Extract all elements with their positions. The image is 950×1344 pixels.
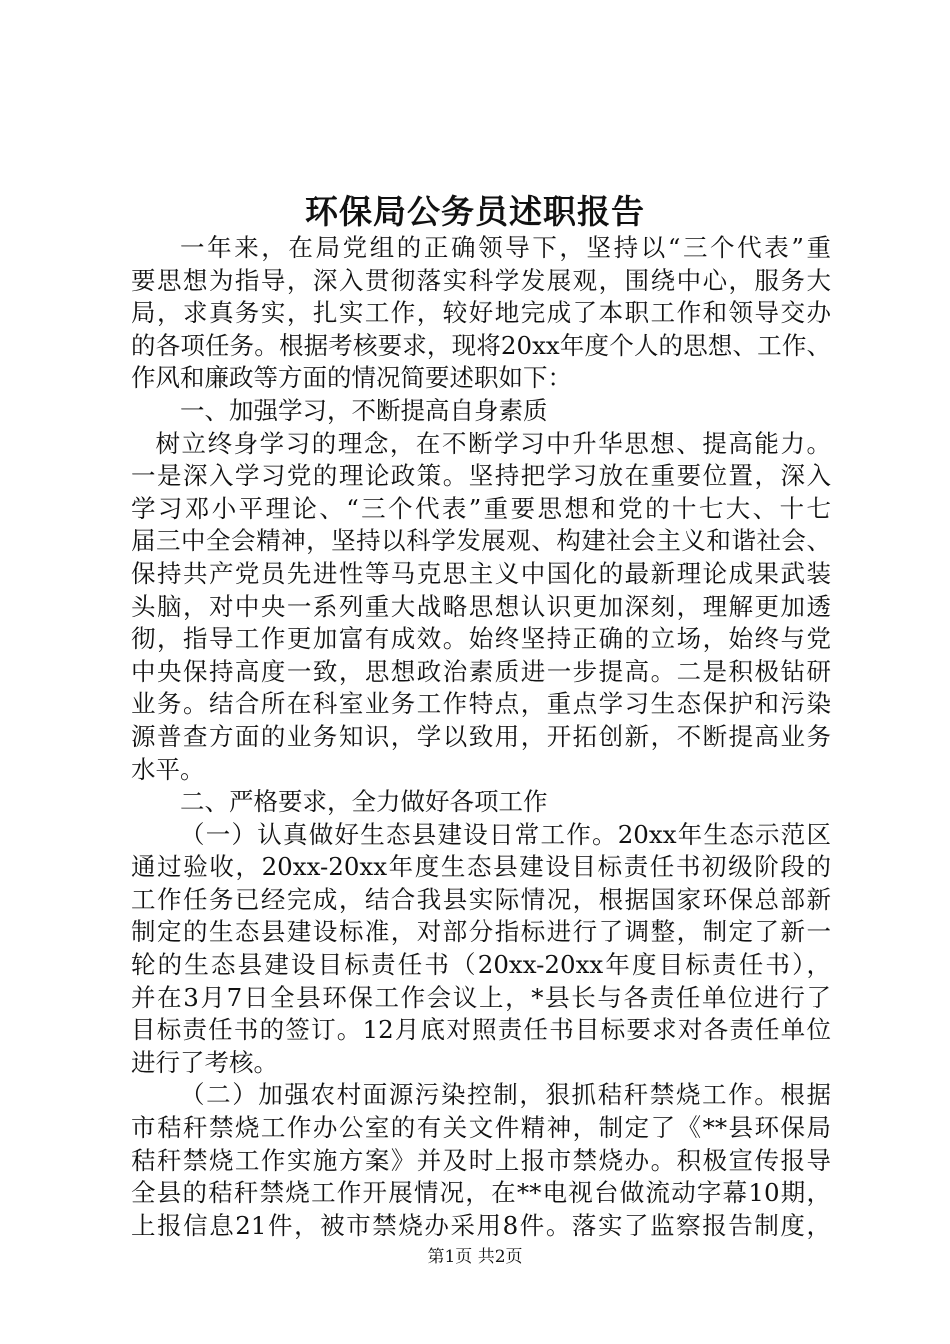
- text-line: 工作任务已经完成，结合我县实际情况，根据国家环保总部新: [131, 884, 831, 914]
- text-line: 彻，指导工作更加富有成效。始终坚持正确的立场，始终与党: [131, 624, 831, 654]
- text-line: 轮的生态县建设目标责任书（20xx-20xx年度目标责任书），: [131, 950, 831, 980]
- text-line: 通过验收，20xx-20xx年度生态县建设目标责任书初级阶段的: [131, 852, 831, 882]
- text-line: 市秸秆禁烧工作办公室的有关文件精神，制定了《**县环保局: [131, 1113, 831, 1143]
- text-line: 二、严格要求，全力做好各项工作: [180, 787, 548, 817]
- text-line: 中央保持高度一致，思想政治素质进一步提高。二是积极钻研: [131, 656, 831, 686]
- text-line: （二）加强农村面源污染控制，狠抓秸秆禁烧工作。根据: [180, 1080, 831, 1110]
- text-line: 一、加强学习，不断提高自身素质: [180, 395, 548, 425]
- text-line: 进行了考核。: [131, 1047, 278, 1077]
- text-line: 并在3月7日全县环保工作会议上，*县长与各责任单位进行了: [131, 982, 831, 1012]
- text-line: 源普查方面的业务知识，学以致用，开拓创新，不断提高业务: [131, 721, 831, 751]
- document-title: 环保局公务员述职报告: [305, 192, 645, 231]
- text-line: 头脑，对中央一系列重大战略思想认识更加深刻，理解更加透: [131, 591, 831, 621]
- text-line: 全县的秸秆禁烧工作开展情况，在**电视台做流动字幕10期，: [131, 1178, 831, 1208]
- page-indicator: 第1页 共2页: [427, 1247, 523, 1267]
- text-line: 一是深入学习党的理论政策。坚持把学习放在重要位置，深入: [131, 461, 831, 491]
- text-line: 作风和廉政等方面的情况简要述职如下：: [131, 363, 572, 393]
- text-line: 树立终身学习的理念，在不断学习中升华思想、提高能力。: [155, 428, 831, 458]
- text-line: 秸秆禁烧工作实施方案》并及时上报市禁烧办。积极宣传报导: [131, 1145, 831, 1175]
- text-line: 保持共产党员先进性等马克思主义中国化的最新理论成果武装: [131, 558, 831, 588]
- text-line: 届三中全会精神，坚持以科学发展观、构建社会主义和谐社会、: [131, 526, 831, 556]
- text-line: 局，求真务实，扎实工作，较好地完成了本职工作和领导交办: [131, 298, 831, 328]
- text-line: 一年来，在局党组的正确领导下，坚持以“三个代表”重: [180, 233, 831, 262]
- text-line: 目标责任书的签订。12月底对照责任书目标要求对各责任单位: [131, 1015, 831, 1045]
- document-body: [131, 232, 831, 1242]
- text-line: 上报信息21件，被市禁烧办采用8件。落实了监察报告制度，: [131, 1210, 831, 1240]
- text-line: 的各项任务。根据考核要求，现将20xx年度个人的思想、工作、: [131, 330, 831, 360]
- text-line: 水平。: [131, 754, 205, 784]
- text-line: （一）认真做好生态县建设日常工作。20xx年生态示范区: [180, 819, 831, 849]
- text-line: 制定的生态县建设标准，对部分指标进行了调整，制定了新一: [131, 917, 831, 947]
- text-line: 业务。结合所在科室业务工作特点，重点学习生态保护和污染: [131, 689, 831, 719]
- text-line: 学习邓小平理论、“三个代表”重要思想和党的十七大、十七: [131, 493, 831, 523]
- text-line: 要思想为指导，深入贯彻落实科学发展观，围绕中心，服务大: [131, 265, 831, 295]
